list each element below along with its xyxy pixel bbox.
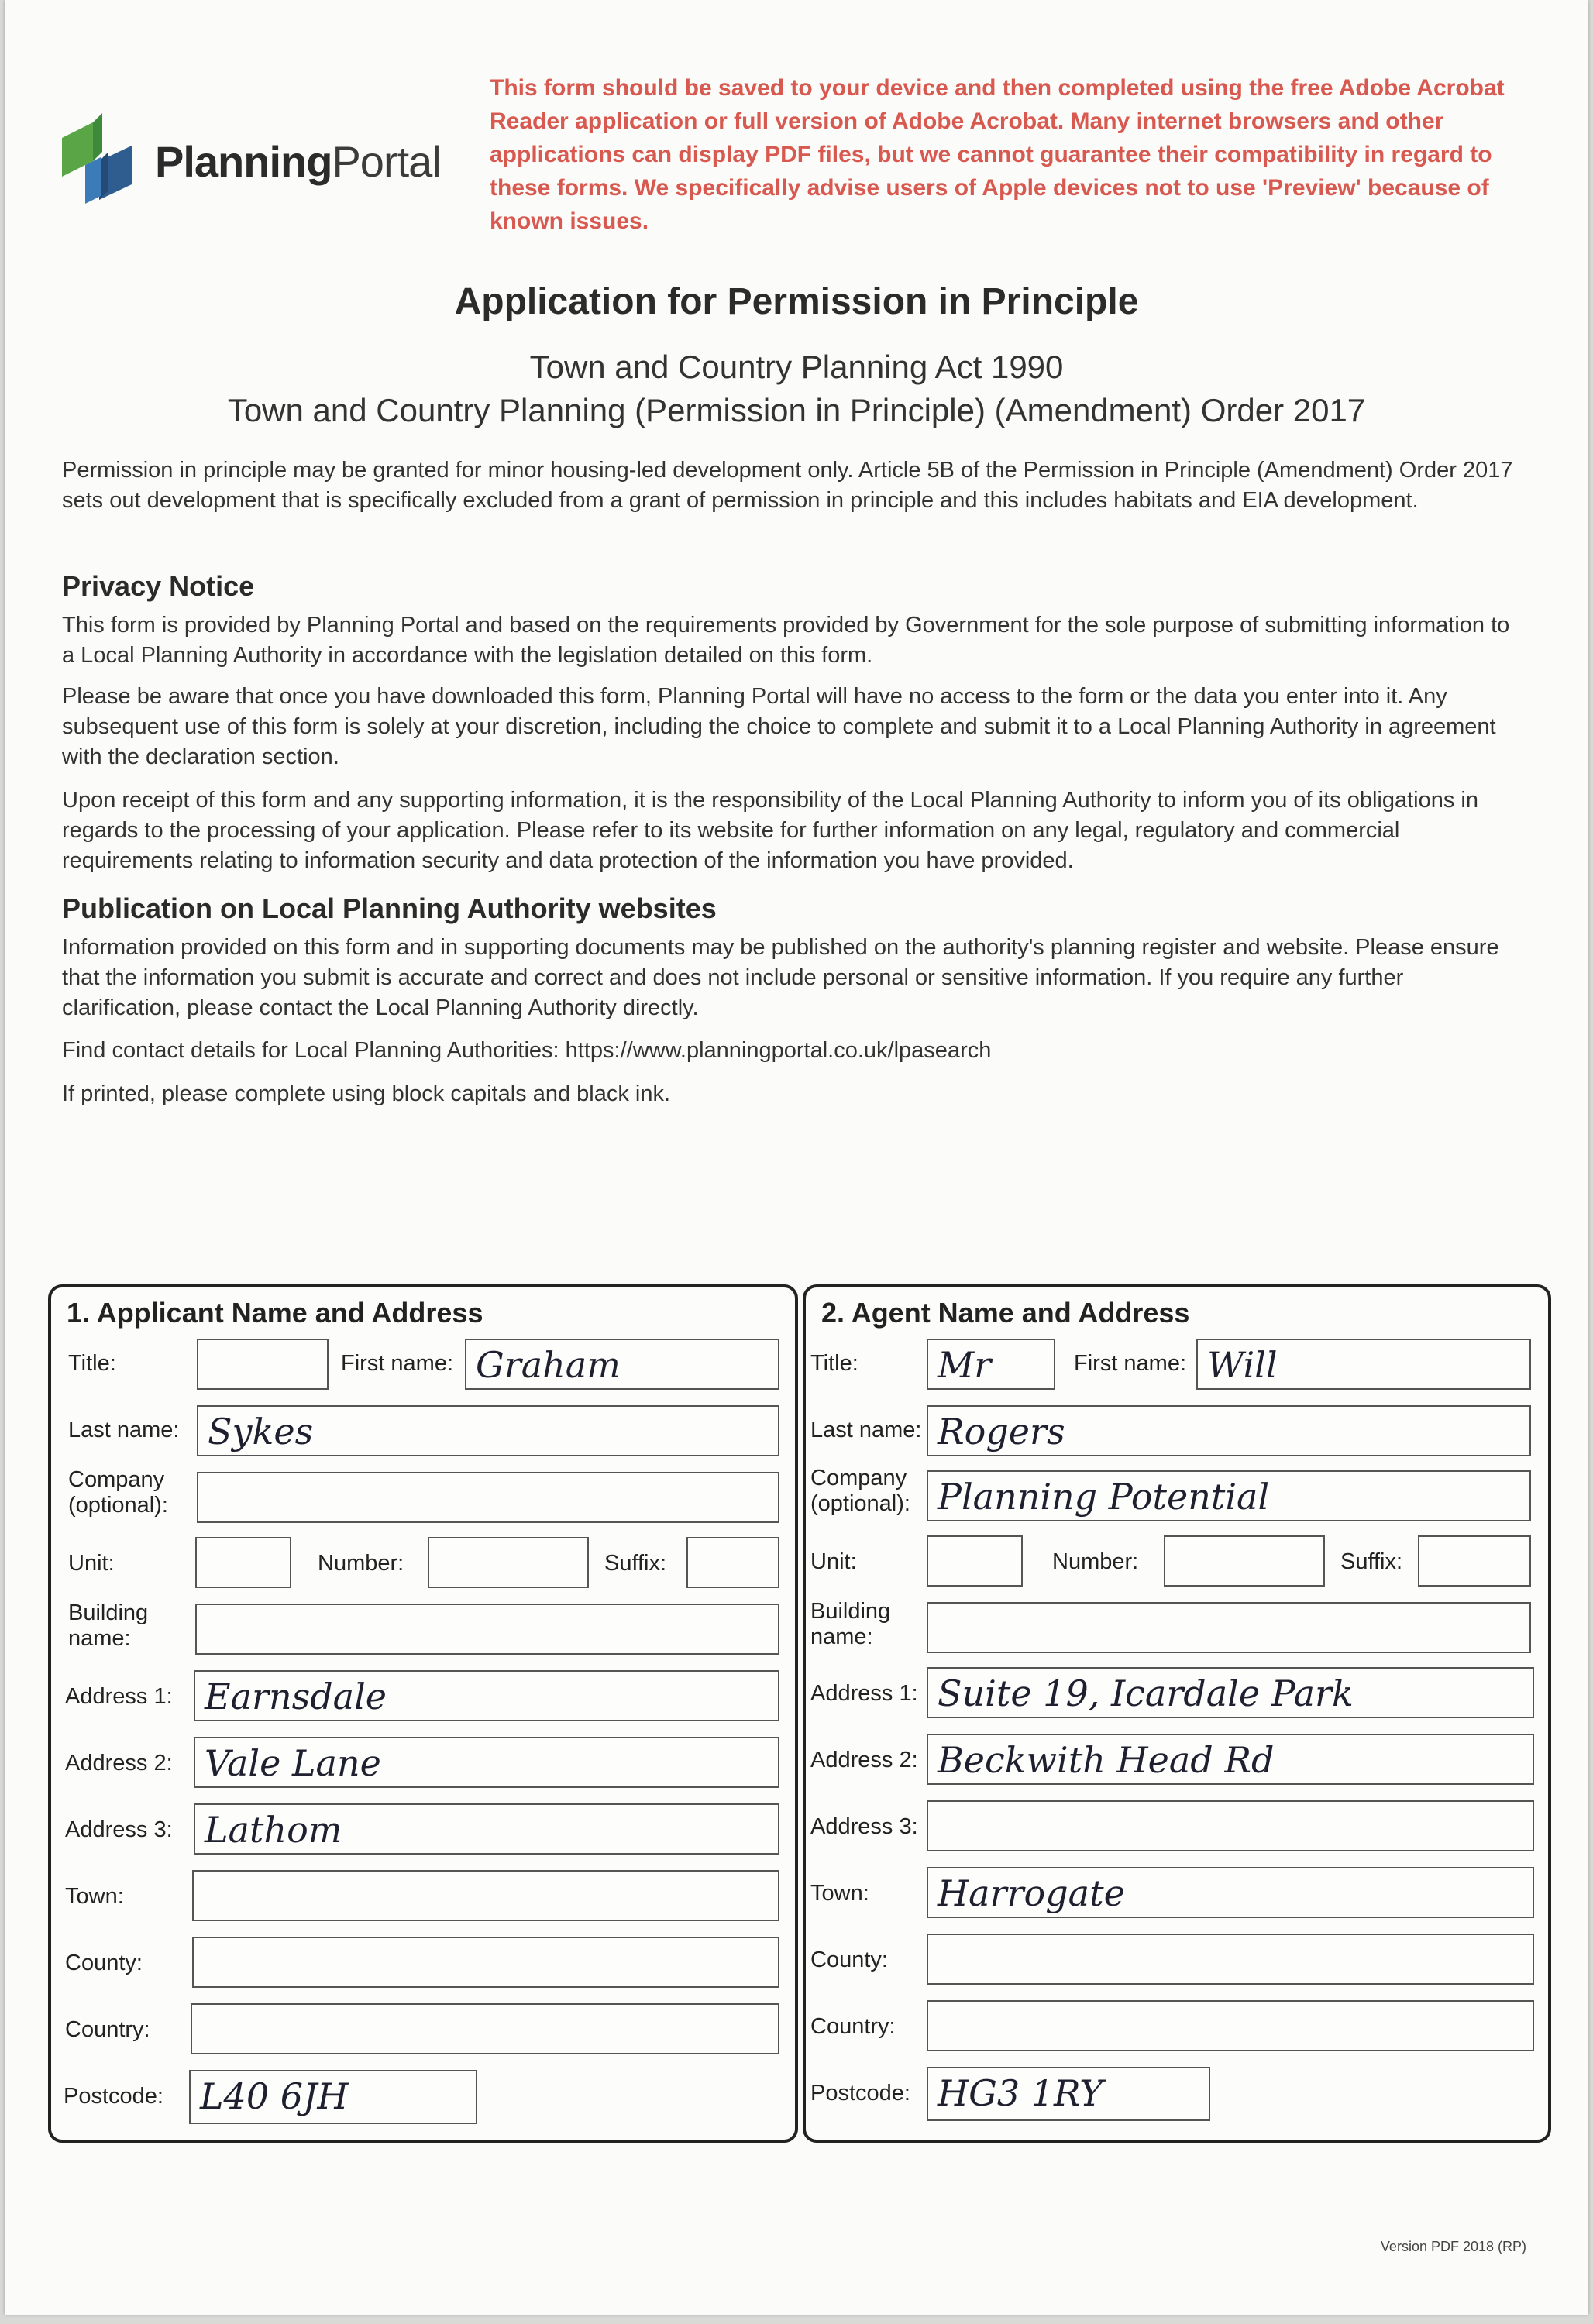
applicant-address2-value: Vale Lane	[205, 1742, 381, 1784]
applicant-building-field[interactable]	[195, 1604, 779, 1655]
agent-address3-label: Address 3:	[810, 1814, 918, 1839]
agent-town-value: Harrogate	[938, 1872, 1125, 1914]
applicant-first-name-label: First name:	[341, 1351, 454, 1376]
subtitle-order: Town and Country Planning (Permission in Principle) (Amendment) Order 2017	[227, 392, 1366, 428]
applicant-unit-field[interactable]	[195, 1537, 291, 1588]
applicant-unit-label: Unit:	[68, 1551, 115, 1576]
agent-building-label: Building name:	[810, 1599, 891, 1649]
publication-heading: Publication on Local Planning Authority websites	[62, 892, 717, 924]
agent-title-value: Mr	[938, 1344, 992, 1386]
acrobat-notice: This form should be saved to your device and then completed using the free Adobe Acrobat Reader application or full version of Adobe Acrobat. Many internet browsers and other applications can display PDF files, but we cannot guarantee their compatibility in regard to these forms. We specifically advise users of Apple devices not to use 'Preview' because of known issues.	[490, 75, 1505, 234]
agent-country-label: Country:	[810, 2014, 896, 2039]
applicant-last-name-value: Sykes	[208, 1411, 314, 1452]
publication-paragraph: Information provided on this form and in supporting documents may be published on the authority's planning register and website. Please ensure that the information you submit is accurate and correct and does not include personal or sensitive information. If you require any further clarification, please contact the Local Planning Authority directly.	[62, 935, 1499, 1020]
applicant-country-label: Country:	[65, 2017, 150, 2042]
applicant-town-field[interactable]	[192, 1870, 779, 1921]
applicant-county-label: County:	[65, 1951, 143, 1975]
applicant-title-label: Title:	[68, 1351, 116, 1376]
version-label: Version PDF 2018 (RP)	[1380, 2239, 1526, 2254]
applicant-address2-label: Address 2:	[65, 1751, 173, 1776]
page-title: Application for Permission in Principle	[454, 281, 1139, 322]
applicant-last-name-label: Last name:	[68, 1418, 180, 1442]
agent-suffix-field[interactable]	[1418, 1535, 1531, 1587]
agent-unit-label: Unit:	[810, 1549, 857, 1574]
logo-wordmark: PlanningPortal	[155, 136, 441, 186]
agent-postcode-value: HG3 1RY	[938, 2072, 1103, 2114]
agent-building-field[interactable]	[927, 1602, 1531, 1653]
applicant-first-name-field[interactable]	[465, 1339, 779, 1390]
agent-suffix-label: Suffix:	[1340, 1549, 1403, 1574]
agent-title-field[interactable]	[927, 1339, 1055, 1390]
agent-last-name-value: Rogers	[938, 1411, 1065, 1452]
agent-company-value: Planning Potential	[938, 1476, 1270, 1518]
applicant-company-field[interactable]	[197, 1472, 779, 1523]
privacy-heading: Privacy Notice	[62, 570, 255, 602]
applicant-address1-value: Earnsdale	[205, 1676, 387, 1717]
applicant-postcode-field[interactable]	[189, 2070, 477, 2124]
applicant-address3-label: Address 3:	[65, 1817, 173, 1842]
applicant-number-field[interactable]	[428, 1537, 589, 1588]
agent-first-name-field[interactable]	[1196, 1339, 1531, 1390]
agent-postcode-label: Postcode:	[810, 2081, 910, 2106]
applicant-country-field[interactable]	[191, 2003, 779, 2054]
applicant-last-name-field[interactable]	[197, 1405, 779, 1456]
applicant-town-label: Town:	[65, 1884, 124, 1909]
applicant-building-label: Building name:	[68, 1600, 149, 1651]
agent-town-field[interactable]	[927, 1867, 1534, 1918]
privacy-paragraph-3: Upon receipt of this form and any supporting information, it is the responsibility of the Local Planning Authority to inform you of its obligations in regards to the processing of your application. Please refer to its website for further information on any legal, regulatory and commercial requirements relating to information security and data protection of the information you have provided.	[62, 788, 1478, 873]
agent-title-label: Title:	[810, 1351, 858, 1376]
privacy-paragraph-2: Please be aware that once you have downloaded this form, Planning Portal will have no access to the form or the data you enter into it. Any subsequent use of this form is solely at your discretion, including the choice to complete and submit it to a Local Planning Authority in agreement with the declaration section.	[62, 684, 1496, 769]
agent-last-name-field[interactable]	[927, 1405, 1531, 1456]
applicant-postcode-label: Postcode:	[64, 2084, 163, 2109]
agent-address1-value: Suite 19, Icardale Park	[938, 1673, 1354, 1714]
agent-first-name-value: Will	[1207, 1344, 1278, 1386]
agent-company-field[interactable]	[927, 1470, 1531, 1521]
agent-address2-field[interactable]	[927, 1734, 1534, 1785]
applicant-address3-field[interactable]	[194, 1803, 779, 1855]
agent-first-name-label: First name:	[1074, 1351, 1187, 1376]
agent-county-label: County:	[810, 1948, 888, 1972]
applicant-county-field[interactable]	[192, 1937, 779, 1988]
applicant-address1-label: Address 1:	[65, 1684, 173, 1709]
agent-address2-label: Address 2:	[810, 1748, 918, 1772]
agent-last-name-label: Last name:	[810, 1418, 922, 1442]
privacy-paragraph-1: This form is provided by Planning Portal and based on the requirements provided by Government for the sole purpose of submitting information to a Local Planning Authority in accordance with the legislation detailed on this form.	[62, 613, 1510, 668]
applicant-suffix-label: Suffix:	[604, 1551, 667, 1576]
applicant-address3-value: Lathom	[205, 1809, 342, 1851]
agent-address2-value: Beckwith Head Rd	[938, 1739, 1275, 1781]
agent-company-label: Company (optional):	[810, 1466, 910, 1516]
applicant-suffix-field[interactable]	[686, 1537, 779, 1588]
agent-country-field[interactable]	[927, 2000, 1534, 2051]
applicant-number-label: Number:	[318, 1551, 404, 1576]
applicant-company-label: Company (optional):	[68, 1467, 168, 1518]
applicant-title-field[interactable]	[197, 1339, 329, 1390]
agent-unit-field[interactable]	[927, 1535, 1023, 1587]
applicant-first-name-value: Graham	[476, 1344, 621, 1386]
agent-address1-field[interactable]	[927, 1667, 1534, 1718]
agent-town-label: Town:	[810, 1881, 869, 1906]
applicant-address1-field[interactable]	[194, 1670, 779, 1721]
agent-address1-label: Address 1:	[810, 1681, 918, 1706]
intro-paragraph: Permission in principle may be granted for minor housing-led development only. Article 5B of the Permission in Principle (Amendment) Order 2017 sets out development that is specifically excluded from a grant of permission in principle and this includes habitats and EIA development.	[62, 458, 1513, 513]
planning-portal-logo-icon	[54, 107, 141, 215]
applicant-address2-field[interactable]	[194, 1737, 779, 1788]
agent-address3-field[interactable]	[927, 1800, 1534, 1851]
agent-number-field[interactable]	[1164, 1535, 1325, 1587]
form-page	[5, 0, 1588, 2315]
print-instruction: If printed, please complete using block capitals and black ink.	[62, 1081, 671, 1106]
applicant-section-title: 1. Applicant Name and Address	[67, 1297, 483, 1329]
agent-postcode-field[interactable]	[927, 2067, 1210, 2121]
lpa-contact-line: Find contact details for Local Planning Authorities: https://www.planningportal.co.uk/lpasearch	[62, 1038, 992, 1063]
planning-portal-logo	[54, 107, 441, 215]
agent-number-label: Number:	[1052, 1549, 1139, 1574]
applicant-postcode-value: L40 6JH	[200, 2075, 349, 2117]
agent-county-field[interactable]	[927, 1934, 1534, 1985]
applicant-section	[48, 1284, 798, 2143]
agent-section	[803, 1284, 1551, 2143]
subtitle-act: Town and Country Planning Act 1990	[529, 349, 1064, 385]
agent-section-title: 2. Agent Name and Address	[821, 1297, 1190, 1329]
